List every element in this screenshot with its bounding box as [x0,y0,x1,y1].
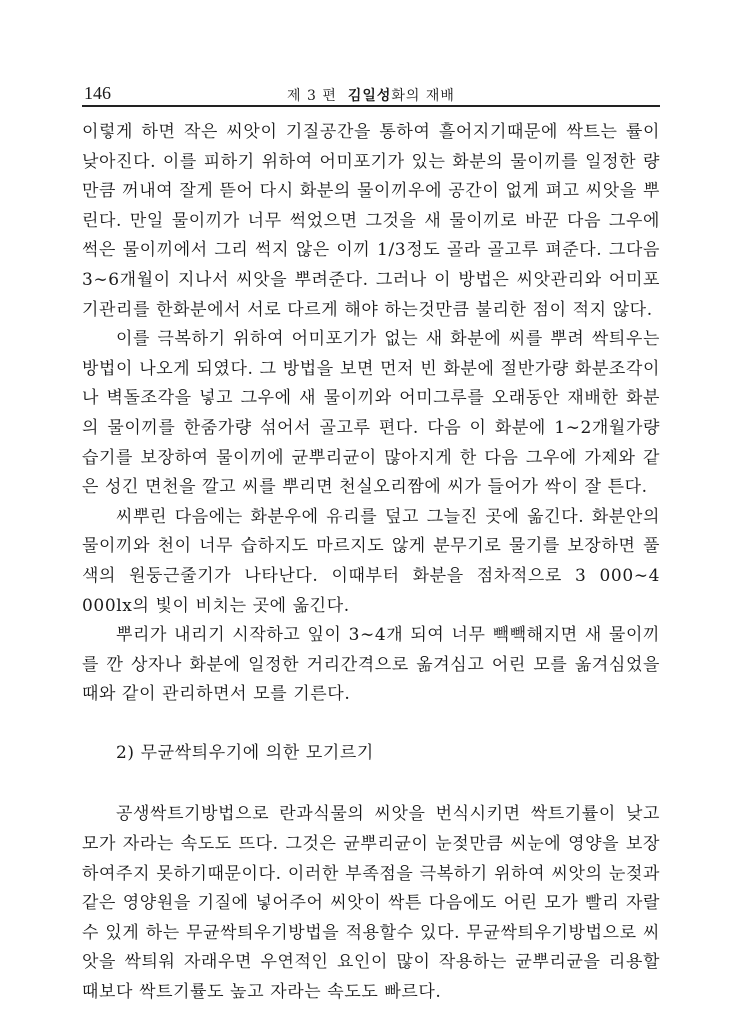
paragraph-5: 공생싹트기방법으로 란과식물의 씨앗을 번식시키면 싹트기률이 낮고 모가 자라는 속도도 뜨다. 그것은 균뿌리균이 눈젖만큼 씨눈에 영양을 보장하여주지 못하기때문이다. 이러한 부족점을 극복하기 위하여 씨앗의 눈젖과 같은 영양원을 기질에 넣어주어 씨앗이 싹튼 다음에도 어린 모가 빨리 자랄수 있게 하는 무균싹틔우기방법을 적용할수 있다. 무균싹틔우기방법으로 씨앗을 싹틔워 자래우면 우연적인 요인이 많이 작용하는 균뿌리균을 리용할 때보다 싹트기률도 높고 자라는 속도도 빠르다. [82,804,660,1003]
paragraph-3: 씨뿌린 다음에는 화분우에 유리를 덮고 그늘진 곳에 옮긴다. 화분안의 물이끼와 천이 너무 습하지도 마르지도 않게 분무기로 물기를 보장하면 풀색의 원둥근줄기가 나타난다. 이때부터 화분을 점차적으로 3 000∼4 000lx의 빛이 비치는 곳에 옮긴다. [82,506,660,616]
subject-name: 김일성 [347,88,392,104]
section-heading: 2) 무균싹틔우기에 의한 모기르기 [116,742,374,763]
page-number: 146 [84,83,111,103]
body-text [82,118,660,1008]
paragraph-4: 뿌리가 내리기 시작하고 잎이 3∼4개 되여 너무 빽빽해지면 새 물이끼를 깐 상자나 화분에 일정한 거리간격으로 옮겨심고 어린 모를 옮겨심었을 때와 같이 관리하면서 모를 기른다. [82,625,660,705]
paragraph-1: 이렇게 하면 작은 씨앗이 기질공간을 통하여 흘어지기때문에 싹트는 률이 낮아진다. 이를 피하기 위하여 어미포기가 있는 화분의 물이끼를 일정한 량만큼 꺼내여 잘게 뜯어 다시 화분의 물이끼우에 공간이 없게 펴고 씨앗을 뿌린다. 만일 물이끼가 너무 썩었으면 그것을 새 물이끼로 바꾼 다음 그우에 썩은 물이끼에서 그리 썩지 않은 이끼 1/3정도 골라 골고루 펴준다. 그다음 3∼6개월이 지나서 씨앗을 뿌려준다. 그러나 이 방법은 씨앗관리와 어미포기관리를 한화분에서 서로 다르게 해야 하는것만큼 불리한 점이 적지 않다. [82,122,660,320]
paragraph-2: 이를 극복하기 위하여 어미포기가 없는 새 화분에 씨를 뿌려 싹틔우는 방법이 나오게 되였다. 그 방법을 보면 먼저 빈 화분에 절반가량 화분조각이나 벽돌조각을 넣고 그우에 새 물이끼와 어미그루를 오래동안 재배한 화분의 물이끼를 한줌가량 섞어서 골고루 편다. 다음 이 화분에 1∼2개월가량 습기를 보장하여 물이끼에 균뿌리균이 많아지게 한 다음 그우에 가제와 같은 성긴 면천을 깔고 씨를 뿌리면 천실오리짬에 씨가 들어가 싹이 잘 튼다. [82,329,660,498]
running-title [82,85,660,105]
running-header [82,81,660,107]
part-label: 제 3 편 [287,88,337,104]
title-rest: 화의 재배 [391,88,455,104]
